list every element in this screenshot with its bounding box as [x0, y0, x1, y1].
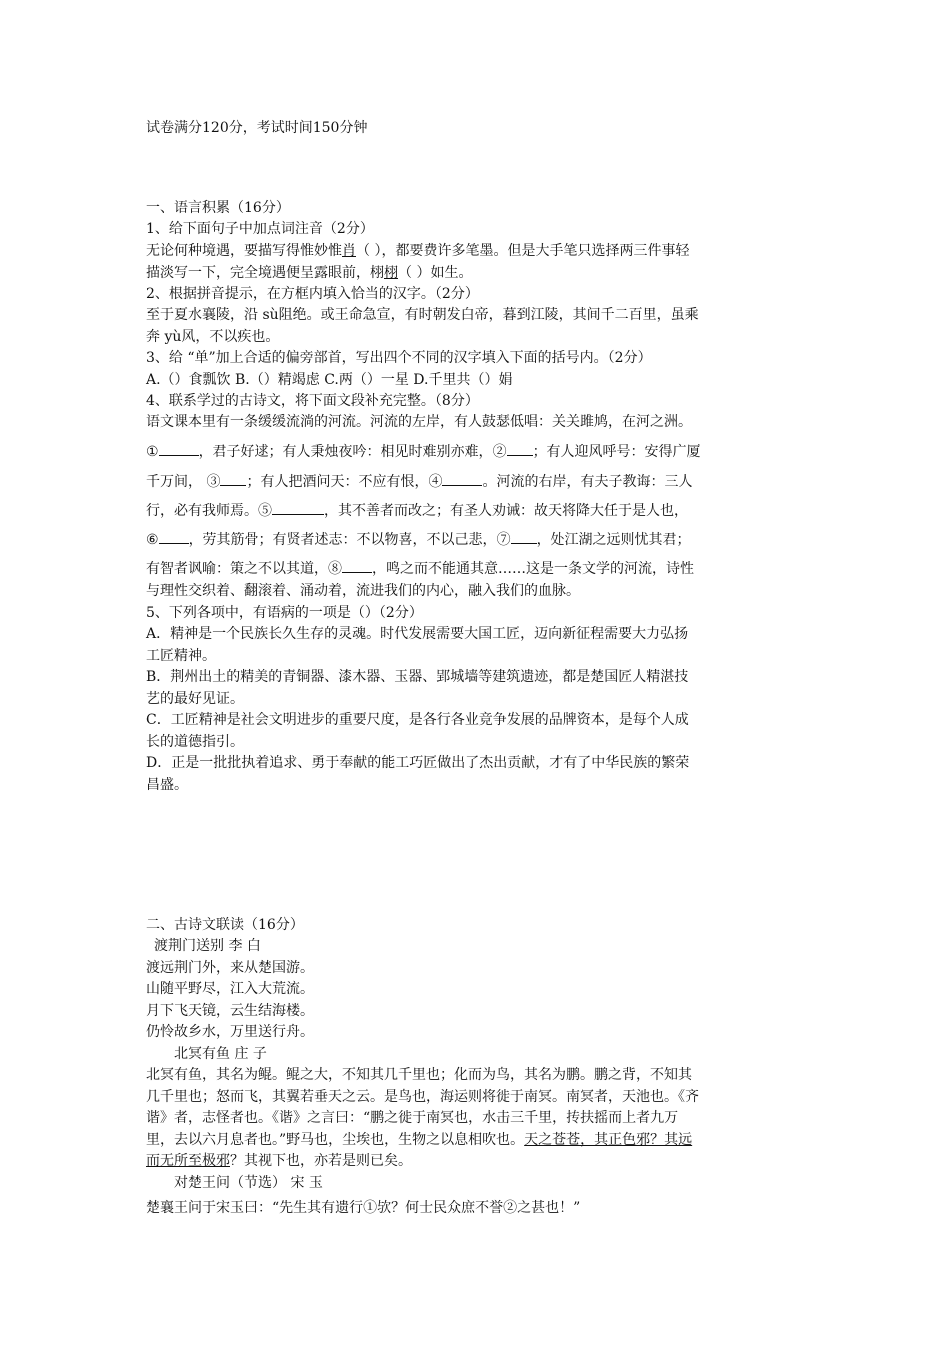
blank-2-label: ② — [492, 444, 507, 460]
q4-line4-rest: ，其不善者而改之；有圣人劝诫：故天将降大任于是人也， — [324, 503, 688, 519]
q4-stem: 4、联系学过的古诗文，将下面文段补充完整。（8分） — [146, 393, 479, 409]
q4-line5-rest: ，处江湖之远则忧其君； — [536, 532, 691, 548]
text2-title: 北冥有鱼 庄 子 — [174, 1046, 267, 1062]
text2-line-2: 几千里也；怒而飞，其翼若垂天之云。是鸟也，海运则将徙于南冥。南冥者，天池也。《齐 — [146, 1089, 699, 1105]
q4-line1: 语文课本里有一条缓缓流淌的河流。河流的左岸，有人鼓瑟低唱：关关雎鸠，在河之洲。 — [146, 414, 692, 430]
q5-option-c-line2: 长的道德指引。 — [146, 734, 244, 750]
q1-stem: 1、给下面句子中加点词注音（2分） — [146, 221, 374, 237]
q2-line1: 至于夏水襄陵，沿 sù阻绝。或王命急宣，有时朝发白帝，暮到江陵，其间千二百里，虽乘 — [146, 307, 699, 323]
q4-line6 — [146, 560, 694, 576]
fill-blank-1[interactable] — [159, 443, 199, 456]
poem-title: 渡荆门送别 李 白 — [154, 938, 261, 954]
fill-blank-6[interactable] — [159, 531, 189, 544]
q1-line2-text: 描淡写一下，完全境遇便呈露眼前，栩 — [146, 265, 384, 281]
q1-dotted-word-1: 肖 — [342, 243, 356, 259]
blank-8-label: ⑧ — [328, 561, 342, 577]
blank-4-label: ④ — [428, 474, 443, 490]
q1-line2-rest: （ ）如生。 — [398, 265, 473, 281]
q5-stem: 5、下列各项中，有语病的一项是（）（2分） — [146, 605, 423, 621]
q5-option-b-line2: 艺的最好见证。 — [146, 691, 244, 707]
text2-line-5-rest: ？其视下也，亦若是则已矣。 — [230, 1153, 412, 1169]
text2-line-4-text: 里，去以六月息者也。”野马也，尘埃也，生物之以息相吹也。 — [146, 1132, 525, 1148]
fill-blank-7[interactable] — [511, 531, 537, 544]
q4-line3 — [146, 473, 692, 489]
blank-1-label: ① — [146, 444, 159, 460]
underlined-sentence-part1: 天之苍苍，其正色邪？其远 — [524, 1132, 693, 1148]
q1-line1-text: 无论何种境遇，要描写得惟妙惟 — [146, 243, 342, 259]
fill-blank-4[interactable] — [442, 473, 482, 486]
poem-line-3: 月下飞天镜，云生结海楼。 — [146, 1003, 314, 1019]
q4-line6-rest: ，鸣之而不能通其意……这是一条文学的河流，诗性 — [372, 561, 694, 577]
poem-line-1: 渡远荆门外，来从楚国游。 — [146, 960, 314, 976]
section2-title: 二、古诗文联读（16分） — [146, 917, 304, 933]
fill-blank-8[interactable] — [342, 560, 372, 573]
blank-5-label: ⑤ — [258, 503, 272, 519]
q2-line2: 奔 yù风，不以疾也。 — [146, 329, 280, 345]
q4-line2 — [146, 443, 701, 459]
q4-line7: 与理性交织着、翻滚着、涌动着，流进我们的内心，融入我们的血脉。 — [146, 583, 580, 599]
q5-option-a-line2: 工匠精神。 — [146, 648, 216, 664]
q4-line6-text: 有智者讽喻：策之不以其道， — [146, 561, 328, 577]
exam-info: 试卷满分120分，考试时间150分钟 — [146, 120, 368, 136]
q4-line4 — [146, 502, 688, 518]
q5-option-c-line1: C．工匠精神是社会文明进步的重要尺度，是各行各业竞争发展的品牌资本，是每个人成 — [146, 712, 689, 728]
q2-stem: 2、根据拼音提示，在方框内填入恰当的汉字。（2分） — [146, 286, 479, 302]
q5-option-d-line2: 昌盛。 — [146, 777, 188, 793]
q3-options: A.（）食瓢饮 B.（）精竭虑 C.两（）一星 D.千里共（）娟 — [146, 372, 513, 388]
q5-option-d-line1: D．正是一批批执着追求、勇于奉献的能工巧匠做出了杰出贡献，才有了中华民族的繁荣 — [146, 755, 690, 771]
q4-line3-text: 千万间， — [146, 474, 202, 490]
q3-stem: 3、给 “单”加上合适的偏旁部首，写出四个不同的汉字填入下面的括号内。（2分） — [146, 350, 652, 366]
q5-option-b-line1: B．荆州出土的精美的青铜器、漆木器、玉器、郢城墙等建筑遗迹，都是楚国匠人精湛技 — [146, 669, 689, 685]
poem-line-4: 仍怜故乡水，万里送行舟。 — [146, 1024, 314, 1040]
text3-line-1: 楚襄王问于宋玉曰：“先生其有遗行①欤？何士民众庶不誉②之甚也！” — [146, 1200, 581, 1216]
blank-6-label: ⑥ — [146, 532, 159, 548]
q5-option-a-line1: A．精神是一个民族长久生存的灵魂。时代发展需要大国工匠，迈向新征程需要大力弘扬 — [146, 626, 689, 642]
text2-line-4 — [146, 1133, 692, 1147]
text2-line-1: 北冥有鱼，其名为鲲。鲲之大，不知其几千里也；化而为鸟，其名为鹏。鹏之背，不知其 — [146, 1067, 692, 1083]
q4-line5-text: ，劳其筋骨；有贤者述志：不以物喜，不以己悲， — [188, 532, 497, 548]
section1-title: 一、语言积累（16分） — [146, 200, 290, 216]
q4-line3-rest: 。河流的右岸，有夫子教诲：三人 — [482, 474, 693, 490]
q4-line2-text: ，君子好逑；有人秉烛夜吟：相见时难别亦难， — [198, 444, 493, 460]
blank-7-label: ⑦ — [496, 532, 511, 548]
text2-line-3: 谐》者，志怪者也。《谐》之言曰：“鹏之徙于南冥也，水击三千里，抟扶摇而上者九万 — [146, 1110, 679, 1126]
fill-blank-3[interactable] — [220, 473, 246, 486]
q1-line2 — [146, 266, 472, 280]
fill-blank-5[interactable] — [272, 502, 324, 515]
blank-3-label: ③ — [206, 474, 221, 490]
q4-line3-mid: ；有人把酒问天：不应有恨， — [246, 474, 429, 490]
poem-line-2: 山随平野尽，江入大荒流。 — [146, 981, 314, 997]
q1-line1-rest: （ ），都要费许多笔墨。但是大手笔只选择两三件事轻 — [356, 243, 690, 259]
q1-dotted-word-2: 栩 — [384, 265, 398, 281]
q4-line4-text: 行，必有我师焉。 — [146, 503, 258, 519]
q4-line2-rest: ；有人迎风呼号：安得广厦 — [532, 444, 701, 460]
fill-blank-2[interactable] — [507, 443, 533, 456]
text2-line-5 — [146, 1154, 412, 1168]
text3-title: 对楚王问（节选） 宋 玉 — [174, 1175, 323, 1191]
q1-line1 — [146, 244, 689, 258]
underlined-sentence-part2: 而无所至极邪 — [146, 1153, 230, 1169]
q4-line5 — [146, 531, 691, 547]
